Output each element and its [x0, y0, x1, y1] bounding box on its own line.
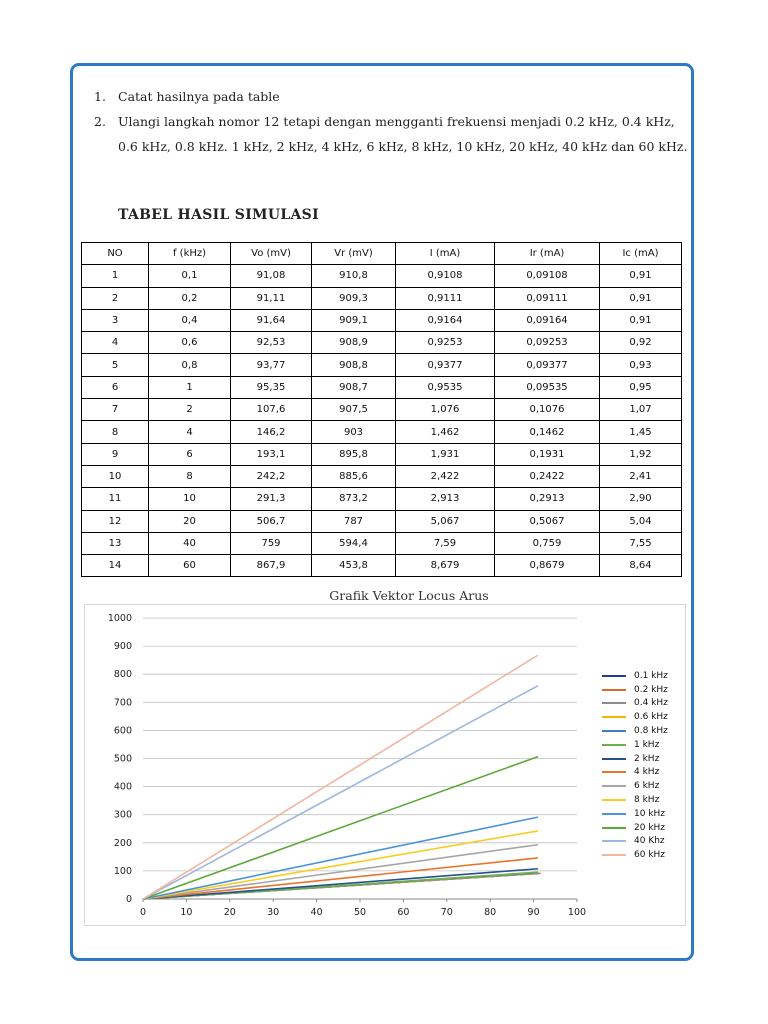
- x-tick-label: 60: [397, 907, 410, 918]
- cell-no: 1: [82, 265, 149, 287]
- cell-no: 10: [82, 465, 149, 487]
- cell-vr: 910,8: [312, 265, 396, 287]
- y-tick-label: 200: [113, 837, 132, 849]
- cell-frequency: 0,4: [149, 309, 231, 331]
- cell-frequency: 4: [149, 421, 231, 443]
- y-tick-label: 100: [113, 865, 132, 877]
- x-tick-label: 90: [527, 907, 540, 918]
- cell-frequency: 20: [149, 510, 231, 532]
- x-tick-label: 50: [353, 907, 367, 918]
- header-i: I (mA): [396, 243, 495, 265]
- cell-vr: 903: [312, 421, 396, 443]
- x-tick-label: 0: [139, 907, 147, 918]
- cell-frequency: 1: [149, 376, 231, 398]
- chart-title: Grafik Vektor Locus Arus: [329, 588, 489, 603]
- cell-i: 0,9253: [396, 332, 495, 354]
- header-vo: Vo (mV): [231, 243, 312, 265]
- cell-vr: 909,3: [312, 287, 396, 309]
- chart-legend: [602, 669, 668, 862]
- cell-ir: 0,5067: [495, 510, 600, 532]
- cell-no: 12: [82, 510, 149, 532]
- legend-label: 10 kHz: [634, 808, 666, 819]
- cell-frequency: 0,2: [149, 287, 231, 309]
- cell-vo: 91,64: [231, 309, 312, 331]
- y-tick-label: 900: [113, 641, 132, 653]
- cell-vo: 92,53: [231, 332, 312, 354]
- cell-vr: 908,9: [312, 332, 396, 354]
- legend-swatch: [602, 813, 626, 815]
- y-tick-label: 600: [113, 725, 132, 737]
- legend-label: 40 Khz: [634, 836, 665, 847]
- y-tick-label: 800: [113, 669, 132, 681]
- legend-item: [602, 821, 668, 835]
- cell-i: 0,9164: [396, 309, 495, 331]
- cell-ic: 1,07: [600, 399, 682, 421]
- legend-label: 60 kHz: [634, 850, 666, 861]
- cell-ic: 2,90: [600, 488, 682, 510]
- cell-i: 2,913: [396, 488, 495, 510]
- legend-swatch: [602, 730, 626, 732]
- legend-swatch: [602, 675, 626, 677]
- cell-no: 6: [82, 376, 149, 398]
- cell-frequency: 0,8: [149, 354, 231, 376]
- cell-vr: 907,5: [312, 399, 396, 421]
- cell-i: 5,067: [396, 510, 495, 532]
- legend-swatch: [602, 744, 626, 746]
- cell-vo: 291,3: [231, 488, 312, 510]
- instruction-number: 1.: [94, 89, 106, 104]
- legend-label: 0.1 kHz: [634, 670, 668, 681]
- cell-ic: 2,41: [600, 465, 682, 487]
- legend-swatch: [602, 702, 626, 704]
- legend-item: [602, 724, 668, 738]
- legend-item: [602, 793, 668, 807]
- cell-ic: 0,91: [600, 309, 682, 331]
- legend-swatch: [602, 854, 626, 856]
- section-title: TABEL HASIL SIMULASI: [118, 207, 319, 223]
- cell-vo: 759: [231, 532, 312, 554]
- cell-vr: 908,8: [312, 354, 396, 376]
- cell-i: 0,9535: [396, 376, 495, 398]
- cell-ic: 0,95: [600, 376, 682, 398]
- header-ir: Ir (mA): [495, 243, 600, 265]
- cell-ic: 0,91: [600, 287, 682, 309]
- cell-i: 1,931: [396, 443, 495, 465]
- legend-item: [602, 710, 668, 724]
- cell-no: 5: [82, 354, 149, 376]
- legend-label: 4 kHz: [634, 767, 660, 778]
- cell-no: 14: [82, 555, 149, 577]
- legend-label: 0.2 kHz: [634, 684, 668, 695]
- series-line-12: [143, 686, 538, 899]
- cell-i: 1,076: [396, 399, 495, 421]
- cell-ir: 0,8679: [495, 555, 600, 577]
- cell-ic: 0,92: [600, 332, 682, 354]
- cell-vo: 91,11: [231, 287, 312, 309]
- legend-item: [602, 697, 668, 711]
- cell-vo: 867,9: [231, 555, 312, 577]
- cell-ir: 0,09253: [495, 332, 600, 354]
- cell-vr: 787: [312, 510, 396, 532]
- cell-ic: 0,91: [600, 265, 682, 287]
- y-tick-label: 300: [113, 809, 132, 821]
- cell-frequency: 0,6: [149, 332, 231, 354]
- cell-ic: 0,93: [600, 354, 682, 376]
- cell-i: 0,9377: [396, 354, 495, 376]
- legend-swatch: [602, 785, 626, 787]
- cell-frequency: 8: [149, 465, 231, 487]
- cell-no: 9: [82, 443, 149, 465]
- instruction-number: 2.: [94, 114, 106, 129]
- header-frequency: f (kHz): [149, 243, 231, 265]
- cell-vr: 885,6: [312, 465, 396, 487]
- cell-vo: 93,77: [231, 354, 312, 376]
- legend-label: 20 kHz: [634, 822, 666, 833]
- legend-label: 2 kHz: [634, 753, 660, 764]
- legend-swatch: [602, 771, 626, 773]
- cell-ic: 8,64: [600, 555, 682, 577]
- cell-ir: 0,759: [495, 532, 600, 554]
- cell-vr: 594,4: [312, 532, 396, 554]
- legend-label: 6 kHz: [634, 781, 660, 792]
- legend-item: [602, 766, 668, 780]
- y-tick-label: 0: [125, 894, 132, 905]
- cell-vr: 908,7: [312, 376, 396, 398]
- cell-ir: 0,2913: [495, 488, 600, 510]
- cell-vr: 873,2: [312, 488, 396, 510]
- cell-vo: 107,6: [231, 399, 312, 421]
- cell-no: 7: [82, 399, 149, 421]
- y-tick-label: 1000: [107, 613, 132, 624]
- header-no: NO: [82, 243, 149, 265]
- cell-frequency: 10: [149, 488, 231, 510]
- cell-ir: 0,2422: [495, 465, 600, 487]
- legend-swatch: [602, 827, 626, 829]
- header-vr: Vr (mV): [312, 243, 396, 265]
- legend-swatch: [602, 716, 626, 718]
- cell-ir: 0,09111: [495, 287, 600, 309]
- y-tick-label: 400: [113, 781, 132, 793]
- cell-frequency: 40: [149, 532, 231, 554]
- cell-i: 2,422: [396, 465, 495, 487]
- legend-label: 0.4 kHz: [634, 698, 668, 709]
- legend-label: 0.8 kHz: [634, 726, 668, 737]
- cell-ir: 0,1462: [495, 421, 600, 443]
- cell-ic: 1,45: [600, 421, 682, 443]
- cell-vo: 506,7: [231, 510, 312, 532]
- cell-no: 13: [82, 532, 149, 554]
- cell-ir: 0,09377: [495, 354, 600, 376]
- cell-ir: 0,09535: [495, 376, 600, 398]
- cell-ic: 1,92: [600, 443, 682, 465]
- x-tick-label: 10: [180, 907, 193, 918]
- series-line-8: [143, 845, 538, 899]
- cell-i: 7,59: [396, 532, 495, 554]
- cell-vr: 895,8: [312, 443, 396, 465]
- x-tick-label: 30: [267, 907, 280, 918]
- legend-item: [602, 752, 668, 766]
- legend-item: [602, 669, 668, 683]
- legend-item: [602, 779, 668, 793]
- cell-ic: 5,04: [600, 510, 682, 532]
- cell-i: 0,9108: [396, 265, 495, 287]
- cell-frequency: 2: [149, 399, 231, 421]
- cell-vo: 146,2: [231, 421, 312, 443]
- cell-no: 3: [82, 309, 149, 331]
- cell-i: 1,462: [396, 421, 495, 443]
- cell-ic: 7,55: [600, 532, 682, 554]
- cell-i: 8,679: [396, 555, 495, 577]
- cell-ir: 0,09108: [495, 265, 600, 287]
- legend-item: [602, 835, 668, 849]
- legend-swatch: [602, 758, 626, 760]
- cell-no: 8: [82, 421, 149, 443]
- legend-swatch: [602, 689, 626, 691]
- cell-vr: 453,8: [312, 555, 396, 577]
- legend-item: [602, 807, 668, 821]
- y-tick-label: 700: [113, 697, 132, 709]
- cell-i: 0,9111: [396, 287, 495, 309]
- cell-frequency: 6: [149, 443, 231, 465]
- x-tick-label: 70: [440, 907, 453, 918]
- x-tick-label: 80: [484, 907, 497, 918]
- series-line-6: [143, 869, 538, 899]
- instruction-text: Catat hasilnya pada table: [118, 89, 280, 104]
- x-tick-label: 20: [223, 907, 236, 918]
- cell-vo: 193,1: [231, 443, 312, 465]
- cell-no: 2: [82, 287, 149, 309]
- cell-ir: 0,1931: [495, 443, 600, 465]
- legend-label: 8 kHz: [634, 795, 660, 806]
- cell-no: 11: [82, 488, 149, 510]
- cell-vo: 242,2: [231, 465, 312, 487]
- instruction-text: Ulangi langkah nomor 12 tetapi dengan mengganti frekuensi menjadi 0.2 kHz, 0.4 kHz, 0.6 kHz, 0.8 kHz. 1 kHz, 2 kHz, 4 kHz, 6 kHz, 8 kHz, 10 kHz, 20 kHz, 40 kHz dan 60 kHz.: [118, 114, 688, 154]
- cell-ir: 0,1076: [495, 399, 600, 421]
- series-line-13: [143, 655, 538, 899]
- legend-label: 1 kHz: [634, 739, 660, 750]
- cell-ir: 0,09164: [495, 309, 600, 331]
- legend-swatch: [602, 840, 626, 842]
- x-tick-label: 40: [310, 907, 323, 918]
- cell-frequency: 60: [149, 555, 231, 577]
- series-line-9: [143, 831, 538, 899]
- x-tick-label: 100: [567, 907, 587, 918]
- legend-label: 0.6 kHz: [634, 712, 668, 723]
- legend-item: [602, 683, 668, 697]
- legend-item: [602, 848, 668, 862]
- legend-item: [602, 738, 668, 752]
- cell-vr: 909,1: [312, 309, 396, 331]
- cell-vo: 91,08: [231, 265, 312, 287]
- y-tick-label: 500: [113, 753, 132, 765]
- cell-frequency: 0,1: [149, 265, 231, 287]
- cell-vo: 95,35: [231, 376, 312, 398]
- cell-no: 4: [82, 332, 149, 354]
- header-ic: Ic (mA): [600, 243, 682, 265]
- legend-swatch: [602, 799, 626, 801]
